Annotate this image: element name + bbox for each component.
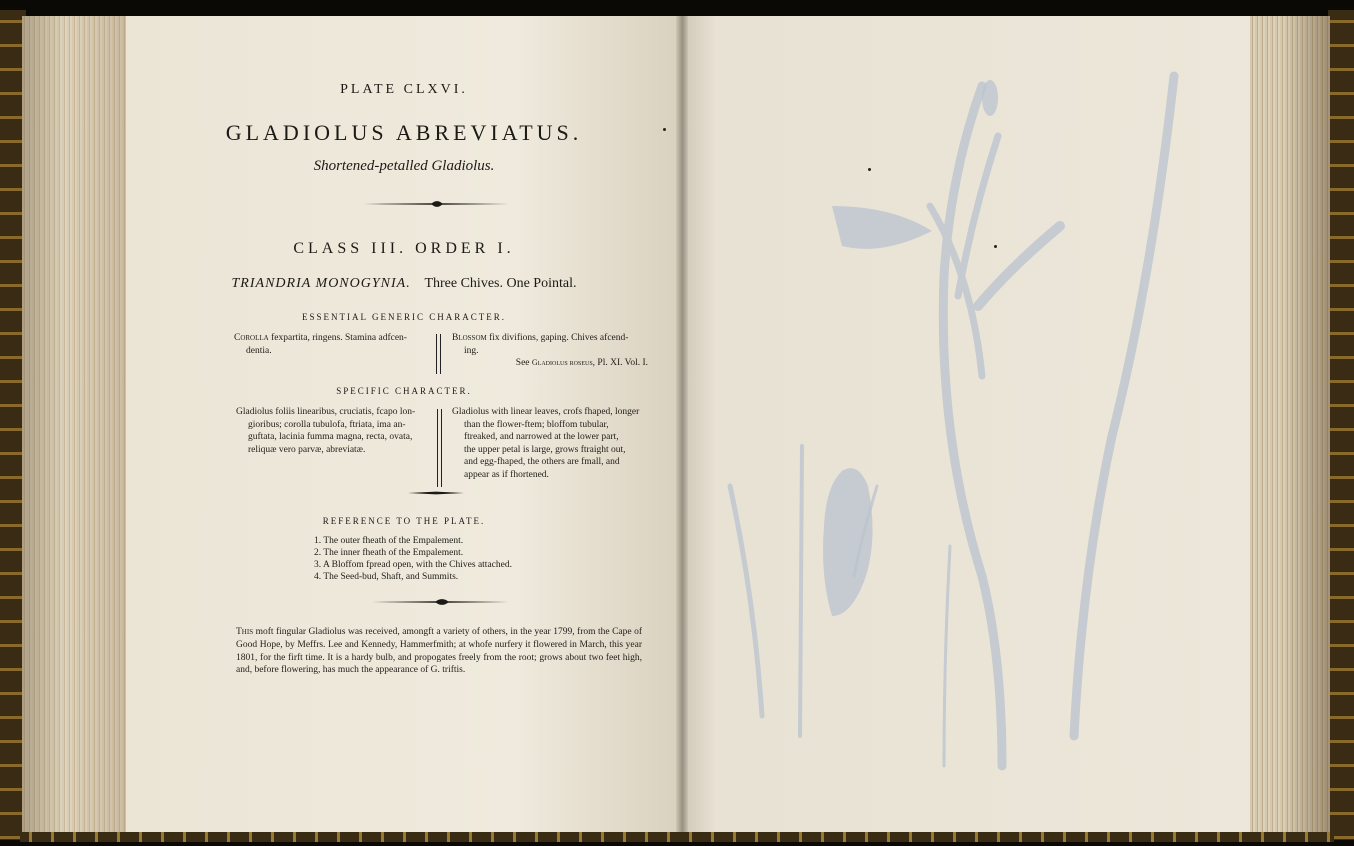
- reference-item: 4. The Seed-bud, Shaft, and Summits.: [314, 572, 459, 582]
- column-divider: [436, 334, 441, 374]
- body-lead: This: [236, 627, 254, 637]
- specific-english-line: Gladiolus with linear leaves, crofs fhaped, longer: [452, 407, 640, 417]
- book-gutter: [676, 16, 688, 832]
- ornament-rule: [370, 597, 514, 607]
- reference-heading: REFERENCE TO THE PLATE.: [322, 516, 486, 526]
- plate-number: PLATE CLXVI.: [340, 82, 468, 97]
- see-ref: Gladiolus roseus: [531, 358, 593, 367]
- common-name: Shortened-petalled Gladiolus.: [313, 158, 495, 174]
- body-text: moft fingular Gladiolus was received, amongft a variety of others, in the year 1799, from the Cape of Good Hope, by Meffrs. Lee and Kennedy, Hammerfmith; at whofe nurfery it flowered in March, this year 1801, for the firft time. It is a hardy bulb, and propogates freely from the root; grows about two feet high, and, before flowering, has much the appearance of G. triftis.: [236, 627, 642, 676]
- class-latin: TRIANDRIA MONOGYNIA.: [231, 276, 411, 291]
- essential-latin: [234, 332, 430, 357]
- essential-english-line2: ing.: [464, 345, 479, 356]
- see-suffix: , Pl. XI. Vol. I.: [592, 358, 648, 368]
- essential-english-line1: fix divifions, gaping. Chives afcend-: [486, 333, 629, 343]
- reference-list: [314, 535, 512, 583]
- left-page: [126, 16, 682, 832]
- specific-english-line: and egg-fhaped, the others are fmall, and: [464, 457, 620, 467]
- essential-see-reference: [452, 357, 648, 370]
- essential-english-lead: Blossom: [452, 333, 487, 343]
- ornament-rule: [362, 199, 512, 209]
- speck: [868, 168, 871, 171]
- specific-english-line: appear as if fhortened.: [464, 469, 549, 480]
- right-page-blank-verso: [682, 16, 1250, 832]
- page-edges-left: [22, 16, 130, 832]
- specific-latin: [236, 406, 432, 456]
- class-order: CLASS III. ORDER I.: [293, 240, 515, 257]
- species-title: GLADIOLUS ABREVIATUS.: [225, 120, 583, 145]
- essential-latin-line1: fexpartita, ringens. Stamina adfcen-: [268, 333, 407, 343]
- specific-latin-line: guftata, lacinia fumma magna, recta, ovata,: [248, 432, 413, 442]
- specific-english: [452, 406, 644, 481]
- class-english: Three Chives. One Pointal.: [424, 276, 577, 291]
- column-divider: [437, 409, 442, 487]
- essential-latin-lead: Corolla: [234, 333, 269, 343]
- specific-latin-line: reliquæ vero parvæ, abreviatæ.: [248, 444, 366, 455]
- essential-heading: ESSENTIAL GENERIC CHARACTER.: [302, 312, 506, 322]
- description-paragraph: [236, 626, 642, 677]
- speck: [994, 245, 997, 248]
- see-prefix: See: [515, 358, 532, 368]
- essential-english: [452, 332, 648, 370]
- reference-item: 2. The inner fheath of the Empalement.: [314, 548, 464, 558]
- specific-english-line: the upper petal is large, grows ftraight out,: [464, 444, 626, 455]
- specific-english-line: ftreaked, and narrowed at the lower part,: [464, 432, 619, 442]
- class-line: [126, 276, 682, 292]
- show-through-illustration: [682, 16, 1250, 832]
- ornament-rule: [406, 489, 466, 497]
- speck: [663, 128, 666, 131]
- specific-latin-line: gioribus; corolla tubulofa, ftriata, ima an-: [248, 419, 406, 430]
- book-cover-right: [1328, 10, 1354, 840]
- specific-latin-line: Gladiolus foliis linearibus, cruciatis, fcapo lon-: [236, 407, 416, 417]
- specific-heading: SPECIFIC CHARACTER.: [336, 386, 472, 396]
- essential-latin-line2: dentia.: [246, 345, 272, 356]
- specific-english-line: than the flower-ftem; bloffom tubular,: [464, 419, 609, 430]
- reference-item: 1. The outer fheath of the Empalement.: [314, 536, 464, 546]
- reference-item: 3. A Bloffom fpread open, with the Chives attached.: [314, 560, 512, 570]
- page-edges-right: [1250, 16, 1330, 832]
